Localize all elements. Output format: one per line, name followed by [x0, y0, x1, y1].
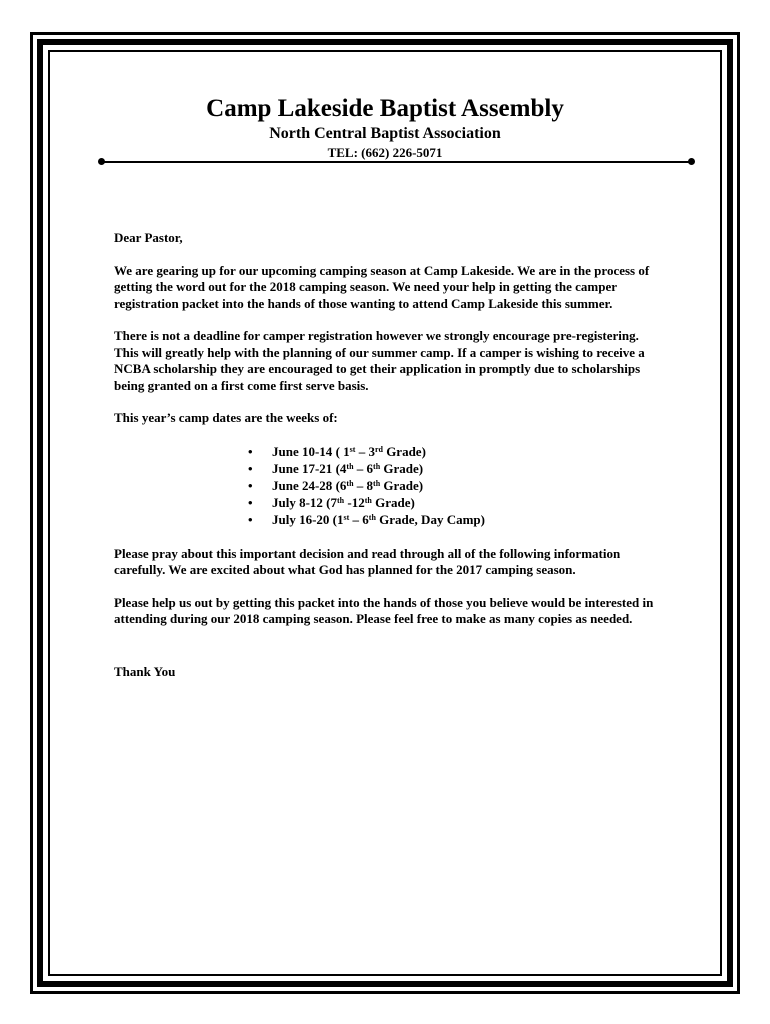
- salutation: Dear Pastor,: [114, 230, 183, 245]
- closing: Thank You: [114, 663, 176, 679]
- paragraph-intro: We are gearing up for our upcoming camping season at Camp Lakeside. We are in the process of getting the word out for the 2018 camping season. We need your help in getting the camper registration packet into the hands of those wanting to attend Camp Lakeside this summer.: [114, 262, 650, 311]
- camp-date-text: June 17-21 (4th – 6th Grade): [272, 460, 424, 476]
- camp-date-item: [248, 443, 659, 460]
- paragraph-distribution: Please help us out by getting this packet into the hands of those you believe would be interested in attending during our 2018 camping season. Please feel free to make as many copies as needed.: [114, 594, 654, 626]
- camp-date-item: [248, 494, 659, 511]
- camp-date-text: July 16-20 (1st – 6th Grade, Day Camp): [272, 511, 485, 527]
- letter-body: [114, 230, 659, 680]
- camp-date-item: [248, 460, 659, 477]
- rule-end-dot-right: [688, 158, 695, 165]
- paragraph-prayer: Please pray about this important decision and read through all of the following information carefully. We are excited about what God has planned for the 2017 camping season.: [114, 545, 621, 577]
- camp-date-item: [248, 511, 659, 528]
- camp-dates-list: [114, 443, 659, 528]
- telephone-number: TEL: (662) 226-5071: [327, 145, 443, 160]
- camp-dates-intro: This year’s camp dates are the weeks of:: [114, 410, 338, 425]
- camp-date-text: July 8-12 (7th -12th Grade): [272, 494, 415, 510]
- paragraph-registration: There is not a deadline for camper registration however we strongly encourage pre-registering. This will greatly help with the planning of our summer camp. If a camper is wishing to receive a NCBA scholarship they are encouraged to get their application in promptly due to scholarships being granted on a first come first serve basis.: [114, 328, 645, 393]
- camp-date-text: June 10-14 ( 1st – 3rd Grade): [272, 443, 426, 459]
- camp-date-item: [248, 477, 659, 494]
- header-divider: [101, 161, 691, 163]
- organization-title: Camp Lakeside Baptist Assembly: [206, 95, 564, 122]
- camp-date-text: June 24-28 (6th – 8th Grade): [272, 477, 424, 493]
- organization-subtitle: North Central Baptist Association: [269, 125, 501, 142]
